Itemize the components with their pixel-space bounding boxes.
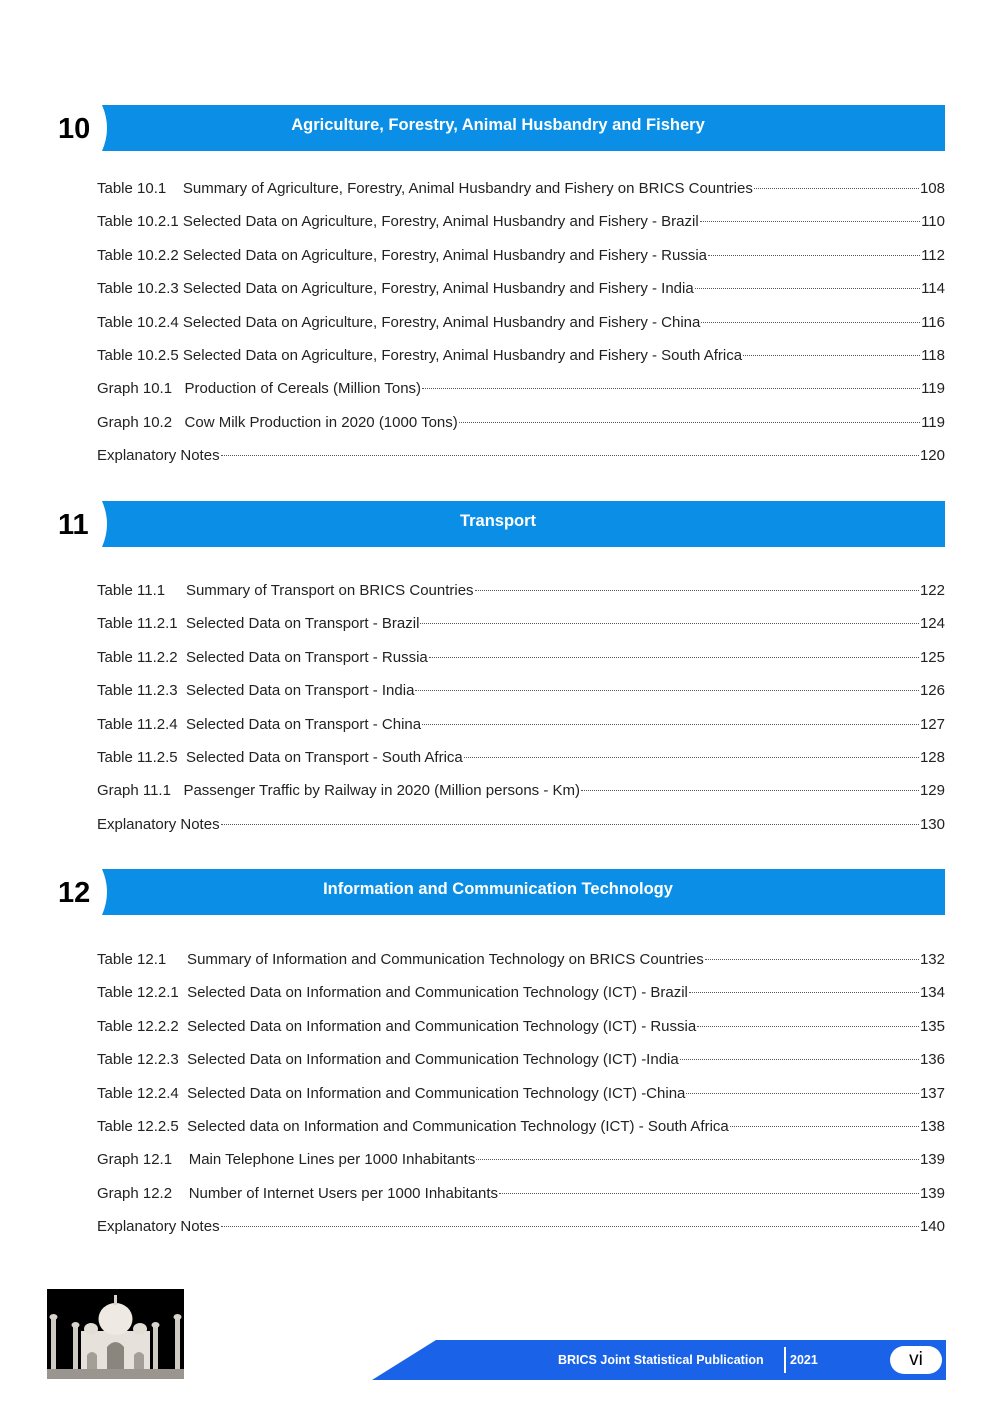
toc-entry-page: 140: [919, 1218, 945, 1236]
section-title: Transport: [459, 512, 537, 530]
toc-entry[interactable]: [97, 414, 945, 447]
toc-entry-label: Table 12.2.5 Selected data on Information and Communication Technology (ICT) - South Africa: [97, 1117, 729, 1135]
toc-entry-page: 132: [919, 951, 945, 968]
dot-leader: [221, 824, 919, 825]
toc-entry-page: 125: [919, 648, 945, 666]
dot-leader: [459, 422, 920, 423]
toc-list-11: [97, 582, 945, 849]
toc-entry-label: Explanatory Notes: [97, 1218, 220, 1236]
toc-entry[interactable]: [97, 1218, 945, 1251]
dot-leader: [476, 1159, 919, 1160]
dot-leader: [730, 1126, 919, 1127]
toc-entry-page: 108: [919, 180, 945, 197]
section-header-12: [0, 869, 992, 919]
toc-entry-label: Graph 10.2 Cow Milk Production in 2020 (1000 Tons): [97, 413, 458, 431]
toc-entry-page: 112: [921, 246, 945, 264]
toc-entry[interactable]: [97, 1185, 945, 1218]
toc-entry-label: Table 11.2.5 Selected Data on Transport - South Africa: [97, 748, 463, 766]
toc-entry-label: Table 11.2.1 Selected Data on Transport - Brazil: [97, 615, 420, 633]
toc-entry[interactable]: [97, 984, 945, 1017]
toc-entry-page: 122: [919, 582, 945, 599]
toc-entry-page: 129: [919, 782, 945, 800]
toc-entry[interactable]: [97, 716, 945, 749]
section-number: 12: [58, 877, 91, 909]
toc-entry-label: Table 10.2.5 Selected Data on Agriculture, Forestry, Animal Husbandry and Fishery - South Africa: [97, 346, 743, 364]
footer-divider: [784, 1347, 786, 1373]
toc-entry[interactable]: [97, 1018, 945, 1051]
toc-entry-page: 119: [921, 380, 945, 398]
toc-entry[interactable]: [97, 247, 945, 280]
taj-mahal-image: [47, 1289, 184, 1379]
toc-entry-page: 139: [919, 1151, 945, 1169]
toc-entry-label: Graph 12.2 Number of Internet Users per 1000 Inhabitants: [97, 1184, 499, 1202]
toc-entry-page: 138: [919, 1117, 945, 1135]
toc-entry[interactable]: [97, 582, 945, 615]
toc-entry[interactable]: [97, 682, 945, 715]
toc-entry-label: Table 10.1 Summary of Agriculture, Forestry, Animal Husbandry and Fishery on BRICS Countries: [97, 180, 753, 197]
toc-entry-page: 110: [921, 213, 945, 231]
toc-entry[interactable]: [97, 447, 945, 480]
toc-entry[interactable]: [97, 1051, 945, 1084]
toc-entry-page: 136: [919, 1051, 945, 1069]
toc-entry[interactable]: [97, 314, 945, 347]
toc-entry-page: 126: [919, 682, 945, 700]
toc-entry[interactable]: [97, 816, 945, 849]
dot-leader: [420, 623, 919, 624]
toc-entry-page: 130: [919, 815, 945, 833]
toc-entry-label: Explanatory Notes: [97, 447, 220, 465]
publication-name: BRICS Joint Statistical Publication: [558, 1353, 764, 1367]
dot-leader: [499, 1193, 919, 1194]
toc-entry[interactable]: [97, 1118, 945, 1151]
toc-list-10: [97, 180, 945, 481]
toc-entry-label: Table 11.2.2 Selected Data on Transport - Russia: [97, 648, 428, 666]
toc-entry-label: Graph 10.1 Production of Cereals (Million Tons): [97, 380, 422, 398]
dot-leader: [475, 590, 919, 591]
dot-leader: [754, 188, 919, 189]
dot-leader: [415, 690, 919, 691]
toc-entry[interactable]: [97, 1151, 945, 1184]
toc-entry-page: 137: [919, 1084, 945, 1102]
toc-entry[interactable]: [97, 1085, 945, 1118]
section-number: 10: [58, 113, 91, 145]
toc-entry-label: Table 12.1 Summary of Information and Communication Technology on BRICS Countries: [97, 951, 704, 968]
toc-entry[interactable]: [97, 615, 945, 648]
publication-year: 2021: [790, 1353, 818, 1367]
toc-entry-label: Graph 12.1 Main Telephone Lines per 1000 Inhabitants: [97, 1151, 476, 1169]
dot-leader: [464, 757, 919, 758]
dot-leader: [695, 288, 920, 289]
dot-leader: [700, 221, 920, 222]
dot-leader: [686, 1093, 919, 1094]
toc-entry[interactable]: [97, 380, 945, 413]
section-header-10: [0, 105, 992, 155]
footer-band: [372, 1340, 946, 1380]
dot-leader: [680, 1059, 919, 1060]
toc-entry-label: Table 12.2.2 Selected Data on Information and Communication Technology (ICT) - Russia: [97, 1017, 697, 1035]
toc-entry-label: Table 10.2.2 Selected Data on Agriculture, Forestry, Animal Husbandry and Fishery - Russia: [97, 246, 708, 264]
section-title: Information and Communication Technology: [323, 880, 673, 898]
section-header-11: [0, 501, 992, 551]
toc-entry-label: Table 11.2.4 Selected Data on Transport - China: [97, 715, 422, 733]
toc-entry-label: Table 12.2.3 Selected Data on Information and Communication Technology (ICT) -India: [97, 1051, 679, 1069]
dot-leader: [701, 322, 920, 323]
toc-entry-page: 114: [921, 280, 945, 298]
toc-entry-label: Table 11.1 Summary of Transport on BRICS Countries: [97, 582, 474, 599]
toc-entry[interactable]: [97, 180, 945, 213]
section-number: 11: [58, 509, 89, 541]
toc-entry-label: Table 12.2.1 Selected Data on Information and Communication Technology (ICT) - Brazil: [97, 984, 688, 1002]
dot-leader: [429, 657, 919, 658]
toc-entry-label: Table 10.2.3 Selected Data on Agriculture, Forestry, Animal Husbandry and Fishery - India: [97, 280, 694, 298]
toc-entry[interactable]: [97, 749, 945, 782]
toc-entry-page: 139: [919, 1184, 945, 1202]
page-number: vi: [890, 1346, 942, 1374]
dot-leader: [743, 355, 920, 356]
toc-entry[interactable]: [97, 649, 945, 682]
toc-entry-page: 135: [919, 1017, 945, 1035]
toc-entry-label: Table 10.2.4 Selected Data on Agriculture, Forestry, Animal Husbandry and Fishery - China: [97, 313, 701, 331]
toc-entry-page: 118: [921, 346, 945, 364]
toc-entry-page: 119: [921, 413, 945, 431]
section-title: Agriculture, Forestry, Animal Husbandry and Fishery: [291, 116, 705, 134]
dot-leader: [705, 959, 919, 960]
dot-leader: [697, 1026, 919, 1027]
dot-leader: [422, 724, 919, 725]
toc-entry-page: 128: [919, 748, 945, 766]
toc-entry-label: Graph 11.1 Passenger Traffic by Railway in 2020 (Million persons - Km): [97, 782, 580, 800]
toc-entry[interactable]: [97, 213, 945, 246]
toc-entry-label: Table 12.2.4 Selected Data on Information and Communication Technology (ICT) -China: [97, 1084, 686, 1102]
toc-entry-page: 134: [919, 984, 945, 1002]
dot-leader: [708, 255, 920, 256]
toc-entry[interactable]: [97, 951, 945, 984]
toc-entry[interactable]: [97, 782, 945, 815]
toc-entry-page: 124: [919, 615, 945, 633]
toc-entry-label: Table 11.2.3 Selected Data on Transport - India: [97, 682, 415, 700]
toc-entry[interactable]: [97, 347, 945, 380]
dot-leader: [689, 992, 919, 993]
dot-leader: [221, 1226, 919, 1227]
toc-entry-label: Explanatory Notes: [97, 815, 220, 833]
dot-leader: [422, 388, 920, 389]
toc-entry-label: Table 10.2.1 Selected Data on Agriculture, Forestry, Animal Husbandry and Fishery - Brazil: [97, 213, 699, 231]
toc-entry-page: 120: [919, 447, 945, 465]
toc-entry-page: 127: [919, 715, 945, 733]
toc-entry[interactable]: [97, 280, 945, 313]
dot-leader: [581, 790, 919, 791]
toc-list-12: [97, 951, 945, 1252]
dot-leader: [221, 455, 919, 456]
toc-entry-page: 116: [921, 313, 945, 331]
